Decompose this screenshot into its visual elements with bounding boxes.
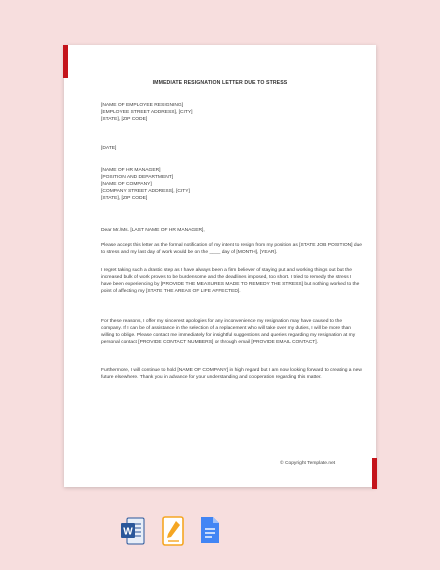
document-title: IMMEDIATE RESIGNATION LETTER DUE TO STRESS: [152, 80, 288, 86]
recipient-line: [COMPANY STREET ADDRESS], [CITY]: [101, 189, 190, 195]
recipient-line: [STATE], [ZIP CODE]: [101, 196, 148, 202]
recipient-line: [POSITION AND DEPARTMENT]: [101, 175, 174, 181]
paragraph: [101, 242, 363, 256]
recipient-line: [NAME OF HR MANAGER]: [101, 168, 161, 173]
sender-line: [EMPLOYEE STREET ADDRESS], [CITY]: [101, 110, 193, 116]
paragraph-text: Furthermore, I will continue to hold [NAME OF COMPANY] in high regard but I am now looking forward to creating a new future elsewhere. Thank you in advance for your understanding and cooperation regarding this matter.: [101, 368, 362, 381]
recipient-line: [NAME OF COMPANY]: [101, 182, 152, 188]
paragraph-text: Please accept this letter as the formal notification of my intent to resign from my position as [STATE JOB POSITION] due to stress and my last day of work would be on the ____ day of [MONTH], [YEAR].: [101, 243, 363, 256]
copyright-text: © Copyright Template.net: [280, 461, 336, 466]
accent-bar-top: [63, 45, 68, 78]
pages-icon[interactable]: [162, 516, 184, 546]
recipient-address: [101, 167, 363, 202]
word-icon[interactable]: [120, 516, 146, 546]
accent-bar-bottom: [372, 458, 377, 489]
paragraph: [101, 318, 363, 346]
google-docs-icon[interactable]: [200, 516, 220, 544]
sender-line: [NAME OF EMPLOYEE RESIGNING]: [101, 103, 184, 108]
sender-address: [101, 102, 363, 123]
date-text: [DATE]: [101, 146, 117, 151]
paragraph-text: For these reasons, I offer my sincerest apologies for any inconvenience my resignation may have caused to the company. If I can be of assistance in the selection of a replacement who will take over my duties, I will be more than willing to oblige. Please contact me immediately for insightful suggestions and queries regarding my resignation at my personal contact [PROVIDE CONTACT NUMBERS] or through email [PROVIDE EMAIL CONTACT].: [101, 319, 356, 346]
word-icon-letter: W: [123, 526, 133, 538]
letter-date: [101, 145, 363, 152]
paragraph: [101, 367, 363, 381]
sender-line: [STATE], [ZIP CODE]: [101, 117, 148, 123]
salutation-text: Dear Mr./Ms. [LAST NAME OF HR MANAGER],: [101, 228, 205, 233]
paragraph: [101, 267, 363, 295]
paragraph-text: I regret taking such a drastic step as I have always been a firm believer of staying put and working things out but the increased bulk of work proves to be burdensome and the deadlines imposed, too short. I tried to remedy the stress I have been experiencing by [PROVIDE THE MEASURES MADE TO REMEDY THE STRESS] but nothing worked to the point of affecting my [STATE THE AREAS OF LIFE AFFECTED].: [101, 268, 360, 295]
salutation: [101, 227, 363, 234]
